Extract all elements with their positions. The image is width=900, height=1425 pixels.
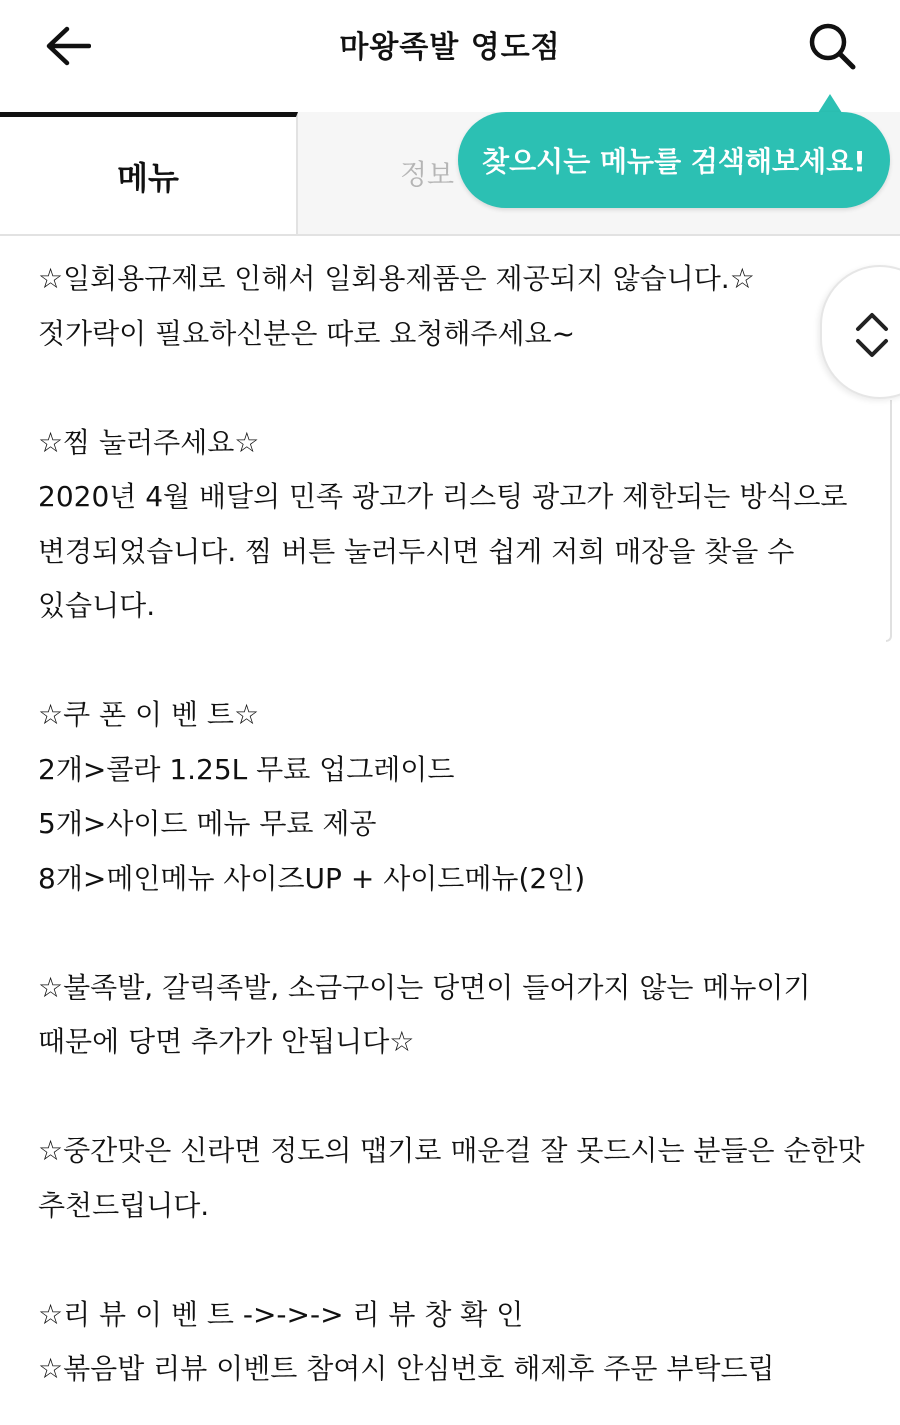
- notice-spacer: [38, 906, 858, 961]
- store-notice: [38, 252, 865, 1397]
- page-title: 마왕족발 영도점: [339, 30, 561, 65]
- notice-spacer: [38, 1233, 858, 1288]
- notice-spacer: [38, 361, 858, 416]
- notice-line: ☆찜 눌러주세요☆: [38, 425, 260, 459]
- app-header: [0, 0, 900, 96]
- tab-info[interactable]: 정보: [400, 158, 455, 191]
- notice-line: 변경되었습니다. 찜 버튼 눌러두시면 쉽게 저희 매장을 찾을 수: [38, 534, 795, 568]
- notice-line: ☆쿠 폰 이 벤 트☆: [38, 698, 260, 731]
- notice-spacer: [38, 1070, 858, 1125]
- notice-line: 젓가락이 필요하신분은 따로 요청해주세요~: [38, 316, 576, 350]
- notice-line: ☆불족발, 갈릭족발, 소금구이는 당면이 들어가지 않는 메뉴이기: [38, 970, 811, 1004]
- notice-line: 때문에 당면 추가가 안됩니다☆: [38, 1025, 415, 1058]
- notice-line: 2020년 4월 배달의 민족 광고가 리스팅 광고가 제한되는 방식으로: [38, 480, 848, 513]
- scroll-track: [886, 400, 892, 642]
- search-tooltip[interactable]: 찾으시는 메뉴를 검색해보세요!: [458, 112, 890, 208]
- notice-line: ☆일회용규제로 인해서 일회용제품은 제공되지 않습니다.☆: [38, 262, 755, 295]
- search-button[interactable]: [800, 14, 864, 78]
- notice-line: 5개>사이드 메뉴 무료 제공: [38, 807, 377, 840]
- notice-line: 있습니다.: [38, 589, 156, 622]
- tab-menu[interactable]: 메뉴: [0, 112, 298, 234]
- search-icon: [807, 21, 857, 71]
- notice-line: ☆중간맛은 신라면 정도의 맵기로 매운걸 잘 못드시는 분들은 순한맛: [38, 1134, 865, 1167]
- notice-spacer: [38, 634, 858, 689]
- notice-line: ☆볶음밥 리뷰 이벤트 참여시 안심번호 해제후 주문 부탁드립: [38, 1352, 775, 1385]
- notice-line: 2개>콜라 1.25L 무료 업그레이드: [38, 752, 455, 786]
- notice-line: 추천드립니다.: [38, 1188, 210, 1222]
- notice-line: ☆리 뷰 이 벤 트 ->->-> 리 뷰 창 확 인: [38, 1297, 524, 1331]
- chevron-down-icon: [852, 335, 892, 365]
- chevron-up-icon: [852, 305, 892, 335]
- notice-line: 8개>메인메뉴 사이즈UP + 사이드메뉴(2인): [38, 861, 586, 895]
